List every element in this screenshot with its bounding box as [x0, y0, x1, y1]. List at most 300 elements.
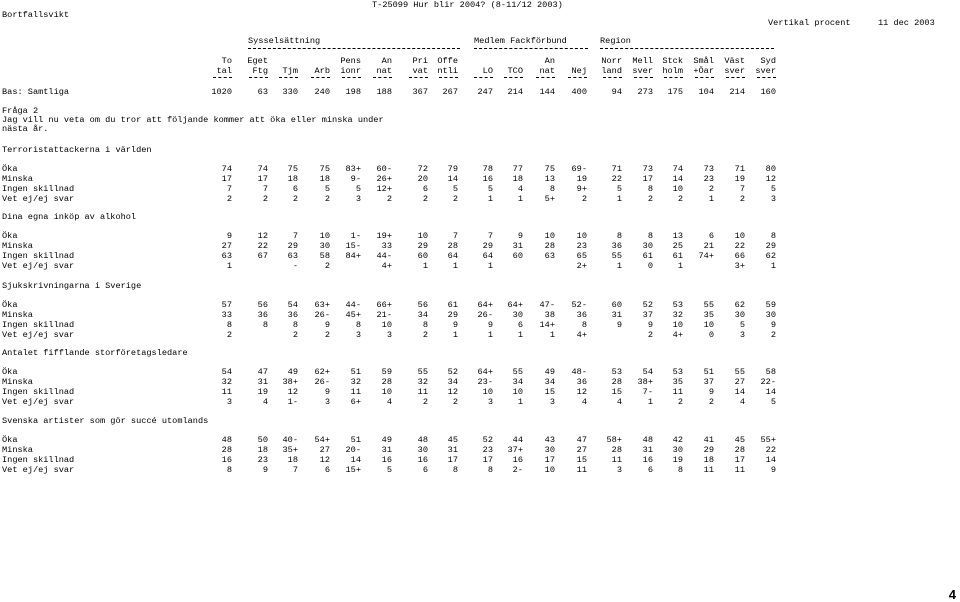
table-cell: 1 — [487, 194, 493, 204]
table-cell: 8 — [770, 231, 776, 241]
table-cell: 3 — [549, 397, 555, 407]
table-cell: 5 — [324, 184, 330, 194]
base-cell: 273 — [637, 87, 653, 97]
table-cell: 51 — [350, 367, 361, 377]
column-header-bottom: tal — [216, 66, 232, 76]
column-underline — [409, 77, 428, 78]
table-cell: 32 — [350, 377, 361, 387]
table-cell: 14 — [672, 174, 683, 184]
table-cell: 47 — [257, 367, 268, 377]
column-header-top: An — [544, 56, 555, 66]
table-cell: 1- — [287, 397, 298, 407]
table-cell: 6 — [517, 320, 523, 330]
table-cell: 4 — [581, 397, 587, 407]
table-cell: 31 — [381, 445, 392, 455]
table-cell: 2 — [452, 194, 458, 204]
table-cell: 8 — [487, 465, 493, 475]
table-cell: 7 — [487, 231, 493, 241]
table-cell: 31 — [512, 241, 523, 251]
column-header-bottom: vat — [412, 66, 428, 76]
table-cell: 17 — [221, 174, 232, 184]
table-cell: 1 — [616, 261, 622, 271]
table-cell: 48- — [571, 367, 587, 377]
table-cell: 62+ — [314, 367, 330, 377]
table-cell: 79 — [447, 164, 458, 174]
table-cell: 15 — [611, 387, 622, 397]
table-cell: 23 — [482, 445, 493, 455]
table-cell: 5 — [616, 184, 622, 194]
table-cell: 6+ — [350, 397, 361, 407]
table-cell: 12 — [319, 455, 330, 465]
table-cell: 14 — [350, 455, 361, 465]
table-cell: 5+ — [544, 194, 555, 204]
table-cell: 2 — [708, 184, 714, 194]
table-cell: 30 — [734, 310, 745, 320]
table-cell: 55+ — [760, 435, 776, 445]
row-label: Minska — [2, 241, 33, 251]
base-cell: 188 — [376, 87, 392, 97]
table-cell: 15- — [345, 241, 361, 251]
table-cell: 60- — [376, 164, 392, 174]
table-cell: 22 — [765, 445, 776, 455]
column-header-top: Pri — [412, 56, 428, 66]
table-cell: 45 — [447, 435, 458, 445]
table-cell: 2 — [422, 330, 428, 340]
column-underline — [474, 77, 493, 78]
column-header-bottom: Nej — [571, 66, 587, 76]
table-cell: 16 — [381, 455, 392, 465]
table-cell: 31 — [257, 377, 268, 387]
table-cell: 58 — [319, 251, 330, 261]
row-label: Vet ej/ej svar — [2, 194, 75, 204]
table-cell: 51 — [703, 367, 714, 377]
table-cell: 9 — [708, 387, 714, 397]
table-cell: 14 — [765, 387, 776, 397]
table-cell: 2 — [677, 397, 683, 407]
table-cell: 5 — [770, 184, 776, 194]
column-underline — [373, 77, 392, 78]
table-cell: 1 — [517, 397, 523, 407]
base-cell: 367 — [412, 87, 428, 97]
table-cell: 19 — [576, 174, 587, 184]
row-label: Öka — [2, 300, 18, 310]
column-underline — [279, 77, 298, 78]
table-cell: 36 — [576, 377, 587, 387]
base-cell: 198 — [345, 87, 361, 97]
table-cell: 63+ — [314, 300, 330, 310]
table-cell: 20- — [345, 445, 361, 455]
table-cell: 2 — [647, 194, 653, 204]
base-cell: 94 — [611, 87, 622, 97]
table-cell: 17 — [642, 174, 653, 184]
table-cell: 75 — [319, 164, 330, 174]
group-header-region: Region — [600, 36, 631, 46]
table-cell: 9 — [324, 387, 330, 397]
column-header-bottom: holm — [662, 66, 683, 76]
table-cell: 17 — [544, 455, 555, 465]
column-header-bottom: nat — [376, 66, 392, 76]
table-cell: 4+ — [672, 330, 683, 340]
table-cell: 28 — [611, 445, 622, 455]
base-cell: 175 — [667, 87, 683, 97]
table-cell: 75 — [287, 164, 298, 174]
table-cell: 2 — [422, 194, 428, 204]
table-cell: 66+ — [376, 300, 392, 310]
group-rule-region — [600, 48, 774, 49]
column-header-bottom: nat — [539, 66, 555, 76]
table-cell: 27 — [576, 445, 587, 455]
table-cell: 3 — [355, 330, 361, 340]
table-cell: 2 — [324, 194, 330, 204]
table-cell: 26- — [314, 310, 330, 320]
question-text-line-2: nästa år. — [2, 124, 49, 134]
table-cell: 21- — [376, 310, 392, 320]
table-cell: 9 — [616, 320, 622, 330]
table-cell: 74 — [257, 164, 268, 174]
table-cell: 45 — [734, 435, 745, 445]
table-cell: 64 — [482, 251, 493, 261]
table-cell: 3 — [739, 330, 745, 340]
column-underline — [249, 77, 268, 78]
table-cell: 71 — [611, 164, 622, 174]
table-cell: 7 — [739, 184, 745, 194]
table-cell: 30 — [544, 445, 555, 455]
table-cell: 34 — [512, 377, 523, 387]
column-underline — [213, 77, 232, 78]
table-cell: 34 — [544, 377, 555, 387]
table-cell: 9 — [262, 465, 268, 475]
table-cell: 1 — [549, 330, 555, 340]
table-cell: 15 — [544, 387, 555, 397]
table-cell: 8 — [581, 320, 587, 330]
table-cell: 61 — [447, 300, 458, 310]
table-cell: 2 — [770, 330, 776, 340]
base-cell: 63 — [257, 87, 268, 97]
table-cell: 67 — [257, 251, 268, 261]
table-cell: 10 — [319, 231, 330, 241]
row-label: Öka — [2, 164, 18, 174]
table-cell: 44- — [376, 251, 392, 261]
group-rule-sysselsattning — [248, 48, 460, 49]
row-label: Vet ej/ej svar — [2, 465, 75, 475]
table-cell: 1 — [452, 261, 458, 271]
table-cell: 53 — [672, 367, 683, 377]
table-cell: 8 — [452, 465, 458, 475]
table-cell: 15+ — [345, 465, 361, 475]
table-cell: 8 — [616, 231, 622, 241]
table-cell: 1 — [487, 330, 493, 340]
row-label: Vet ej/ej svar — [2, 397, 75, 407]
table-cell: 7 — [262, 184, 268, 194]
column-underline — [634, 77, 653, 78]
table-cell: 54 — [287, 300, 298, 310]
table-cell: 18 — [703, 455, 714, 465]
table-cell: 15 — [576, 455, 587, 465]
table-cell: 7 — [226, 184, 232, 194]
table-cell: 10 — [703, 320, 714, 330]
column-underline — [568, 77, 587, 78]
table-cell: 8 — [549, 184, 555, 194]
table-cell: 10 — [512, 387, 523, 397]
table-cell: 5 — [386, 465, 392, 475]
table-cell: 4 — [616, 397, 622, 407]
table-cell: 56 — [417, 300, 428, 310]
table-cell: 7- — [642, 387, 653, 397]
table-cell: 36 — [257, 310, 268, 320]
table-cell: 84+ — [345, 251, 361, 261]
table-cell: 26+ — [376, 174, 392, 184]
table-cell: 9 — [226, 231, 232, 241]
table-cell: 55 — [734, 367, 745, 377]
table-cell: 37+ — [507, 445, 523, 455]
table-cell: 33 — [221, 310, 232, 320]
table-cell: 22 — [257, 241, 268, 251]
table-cell: 10 — [381, 320, 392, 330]
table-cell: 18 — [287, 455, 298, 465]
table-cell: 27 — [221, 241, 232, 251]
table-cell: 19 — [257, 387, 268, 397]
table-cell: 10 — [576, 231, 587, 241]
column-underline — [536, 77, 555, 78]
column-header-top: Offe — [437, 56, 458, 66]
table-cell: 29 — [447, 310, 458, 320]
column-header-top: Väst — [724, 56, 745, 66]
table-cell: 1 — [708, 194, 714, 204]
table-cell: 52- — [571, 300, 587, 310]
table-cell: 12 — [257, 231, 268, 241]
section-title: Antalet fifflande storföretagsledare — [2, 348, 188, 358]
table-cell: 28 — [544, 241, 555, 251]
table-cell: 9 — [647, 320, 653, 330]
table-cell: 73 — [703, 164, 714, 174]
row-label: Ingen skillnad — [2, 387, 75, 397]
table-cell: 36 — [611, 241, 622, 251]
table-cell: 9- — [350, 174, 361, 184]
table-cell: 63 — [544, 251, 555, 261]
table-cell: 27 — [319, 445, 330, 455]
column-underline — [439, 77, 458, 78]
table-cell: 1 — [517, 330, 523, 340]
column-header-bottom: Ftg — [252, 66, 268, 76]
table-cell: 49 — [381, 435, 392, 445]
table-cell: 11 — [350, 387, 361, 397]
table-cell: 80 — [765, 164, 776, 174]
table-cell: 26- — [314, 377, 330, 387]
table-cell: 29 — [287, 241, 298, 251]
row-label: Vet ej/ej svar — [2, 261, 75, 271]
table-cell: 5 — [487, 184, 493, 194]
table-cell: 4 — [262, 397, 268, 407]
table-cell: 63 — [221, 251, 232, 261]
table-cell: 8 — [226, 465, 232, 475]
table-cell: 69- — [571, 164, 587, 174]
base-cell: 267 — [442, 87, 458, 97]
table-cell: 10 — [381, 387, 392, 397]
table-cell: 9 — [487, 320, 493, 330]
page-number: 4 — [948, 587, 956, 602]
table-cell: 17 — [482, 455, 493, 465]
group-header-fackforbund: Medlem Fackförbund — [474, 36, 567, 46]
table-cell: 5 — [770, 397, 776, 407]
column-header-bottom: ntli — [437, 66, 458, 76]
base-cell: 214 — [507, 87, 523, 97]
table-cell: 2 — [324, 330, 330, 340]
column-header-bottom: ionr — [340, 66, 361, 76]
table-cell: 11 — [672, 387, 683, 397]
table-cell: 47 — [576, 435, 587, 445]
table-cell: 3 — [616, 465, 622, 475]
question-title: Fråga 2 — [2, 106, 39, 116]
row-label: Öka — [2, 435, 18, 445]
table-cell: 10 — [672, 320, 683, 330]
table-cell: 57 — [221, 300, 232, 310]
table-cell: 21 — [703, 241, 714, 251]
table-cell: 14 — [765, 455, 776, 465]
table-cell: 64+ — [477, 367, 493, 377]
table-cell: 61 — [672, 251, 683, 261]
table-cell: 6 — [292, 184, 298, 194]
table-cell: 45+ — [345, 310, 361, 320]
table-cell: 1 — [226, 261, 232, 271]
table-cell: 2 — [422, 397, 428, 407]
base-cell: 160 — [760, 87, 776, 97]
table-cell: 66 — [734, 251, 745, 261]
column-header-top: Syd — [760, 56, 776, 66]
column-header-bottom: sver — [724, 66, 745, 76]
base-cell: 144 — [539, 87, 555, 97]
table-cell: 25 — [672, 241, 683, 251]
column-header-bottom: Arb — [314, 66, 330, 76]
column-header-top: Mell — [632, 56, 653, 66]
table-cell: 11 — [703, 465, 714, 475]
table-cell: 2 — [386, 194, 392, 204]
table-cell: 19 — [734, 174, 745, 184]
table-cell: 4 — [739, 397, 745, 407]
table-cell: 7 — [292, 465, 298, 475]
table-cell: 55 — [703, 300, 714, 310]
table-cell: 13 — [672, 231, 683, 241]
table-cell: 44 — [512, 435, 523, 445]
table-cell: 72 — [417, 164, 428, 174]
table-cell: 28 — [221, 445, 232, 455]
table-cell: 8 — [677, 465, 683, 475]
table-cell: 14 — [734, 387, 745, 397]
table-cell: 5 — [739, 320, 745, 330]
table-cell: 29 — [765, 241, 776, 251]
table-cell: 34 — [417, 310, 428, 320]
table-cell: 9 — [452, 320, 458, 330]
table-cell: 48 — [417, 435, 428, 445]
table-cell: 8 — [226, 320, 232, 330]
table-cell: 64+ — [477, 300, 493, 310]
table-cell: 35+ — [282, 445, 298, 455]
table-cell: 4+ — [576, 330, 587, 340]
table-cell: 16 — [642, 455, 653, 465]
table-cell: 52 — [642, 300, 653, 310]
table-cell: 36 — [576, 310, 587, 320]
section-title: Dina egna inköp av alkohol — [2, 212, 137, 222]
table-cell: 12 — [447, 387, 458, 397]
table-cell: 54+ — [314, 435, 330, 445]
table-cell: 3 — [770, 194, 776, 204]
table-cell: 34 — [447, 377, 458, 387]
table-cell: 1 — [422, 261, 428, 271]
table-cell: 1 — [770, 261, 776, 271]
table-cell: 10 — [544, 465, 555, 475]
table-cell: 62 — [734, 300, 745, 310]
table-cell: 7 — [452, 231, 458, 241]
table-cell: 38+ — [637, 377, 653, 387]
table-cell: 58 — [765, 367, 776, 377]
table-cell: 61 — [642, 251, 653, 261]
table-cell: 6 — [324, 465, 330, 475]
table-cell: 1 — [647, 397, 653, 407]
row-label: Minska — [2, 174, 33, 184]
table-cell: 47- — [539, 300, 555, 310]
table-cell: 41 — [703, 435, 714, 445]
table-cell: 2 — [292, 194, 298, 204]
table-cell: 52 — [482, 435, 493, 445]
table-cell: 18 — [257, 445, 268, 455]
table-cell: 17 — [257, 174, 268, 184]
table-cell: 22 — [611, 174, 622, 184]
table-cell: 32 — [417, 377, 428, 387]
table-cell: 54 — [221, 367, 232, 377]
table-cell: 9 — [770, 320, 776, 330]
table-cell: 28 — [611, 377, 622, 387]
table-cell: 73 — [642, 164, 653, 174]
table-cell: 4 — [386, 397, 392, 407]
table-cell: 11 — [611, 455, 622, 465]
row-label: Ingen skillnad — [2, 455, 75, 465]
table-cell: 31 — [447, 445, 458, 455]
table-cell: 2 — [292, 330, 298, 340]
base-cell: 247 — [477, 87, 493, 97]
column-underline — [504, 77, 523, 78]
table-cell: 10 — [672, 184, 683, 194]
table-cell: 1 — [616, 194, 622, 204]
column-underline — [695, 77, 714, 78]
column-header-bottom: LO — [482, 66, 493, 76]
column-header-top: Eget — [247, 56, 268, 66]
table-cell: 10 — [417, 231, 428, 241]
column-header-bottom: +Öar — [693, 66, 714, 76]
row-label: Öka — [2, 367, 18, 377]
section-title: Terroristattackerna i världen — [2, 145, 152, 155]
table-cell: 12 — [287, 387, 298, 397]
table-cell: 3 — [355, 194, 361, 204]
table-cell: 54 — [642, 367, 653, 377]
table-cell: 2 — [226, 194, 232, 204]
table-cell: 49 — [287, 367, 298, 377]
table-cell: 19+ — [376, 231, 392, 241]
report-header-percent-label: Vertikal procent — [768, 18, 851, 28]
table-cell: 48 — [642, 435, 653, 445]
column-underline — [603, 77, 622, 78]
table-cell: 71 — [734, 164, 745, 174]
table-cell: 30 — [765, 310, 776, 320]
table-cell: 63 — [287, 251, 298, 261]
table-cell: 14 — [447, 174, 458, 184]
table-cell: 23 — [576, 241, 587, 251]
column-header-top: Smål — [693, 56, 714, 66]
table-cell: 55 — [417, 367, 428, 377]
column-header-top: Norr — [601, 56, 622, 66]
table-cell: 60 — [512, 251, 523, 261]
table-cell: 30 — [672, 445, 683, 455]
table-cell: 56 — [257, 300, 268, 310]
table-cell: 16 — [482, 174, 493, 184]
